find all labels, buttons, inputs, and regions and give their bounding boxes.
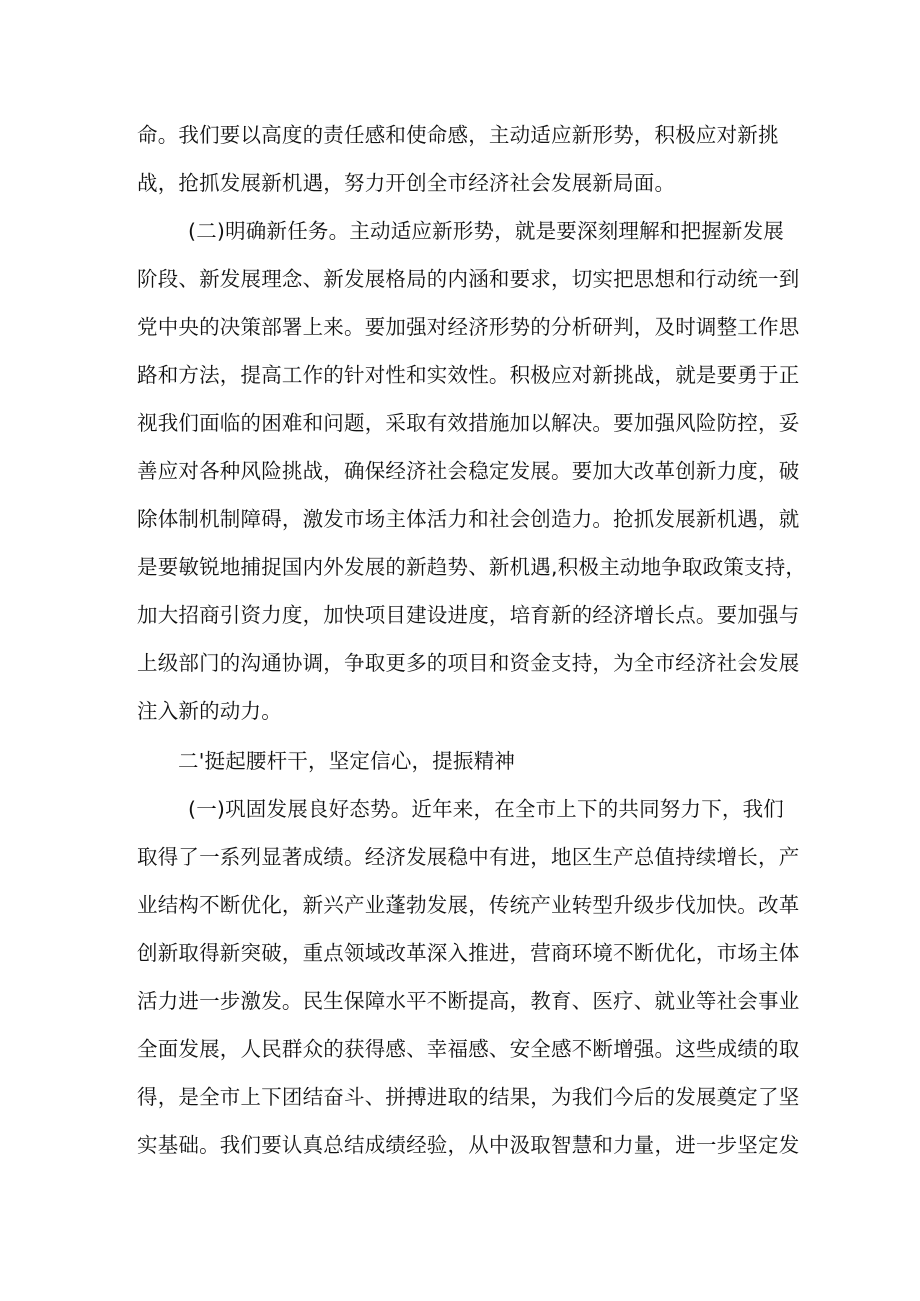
text-line-8: 善应对各种风险挑战，确保经济社会稳定发展。要加大改革创新力度，破 — [137, 459, 800, 483]
text-line-7: 视我们面临的困难和问题，采取有效措施加以解决。要加强风险防控，妥 — [137, 411, 800, 435]
text-line-17: 业结构不断优化，新兴产业蓬勃发展，传统产业转型升级步伐加快。改革 — [137, 893, 800, 917]
text-line-15: (一)巩固发展良好态势。近年来，在全市上下的共同努力下，我们 — [188, 797, 784, 821]
text-line-5: 党中央的决策部署上来。要加强对经济形势的分析研判，及时调整工作思 — [137, 315, 800, 339]
text-line-21: 得，是全市上下团结奋斗、拼搏进取的结果，为我们今后的发展奠定了坚 — [137, 1085, 800, 1109]
text-line-18: 创新取得新突破，重点领域改革深入推进，营商环境不断优化，市场主体 — [137, 941, 800, 965]
text-line-6: 路和方法，提高工作的针对性和实效性。积极应对新挑战，就是要勇于正 — [137, 363, 800, 387]
text-line-4: 阶段、新发展理念、新发展格局的内涵和要求，切实把思想和行动统一到 — [137, 267, 800, 291]
text-line-11: 加大招商引资力度，加快项目建设进度，培育新的经济增长点。要加强与 — [137, 603, 800, 627]
text-line-9: 除体制机制障碍，激发市场主体活力和社会创造力。抢抓发展新机遇，就 — [137, 507, 800, 531]
text-line-3: (二)明确新任务。主动适应新形势，就是要深刻理解和把握新发展 — [188, 219, 784, 243]
text-line-10: 是要敏锐地捕捉国内外发展的新趋势、新机遇,积极主动地争取政策支持， — [137, 555, 807, 579]
text-line-19: 活力进一步激发。民生保障水平不断提高，教育、医疗、就业等社会事业 — [137, 989, 800, 1013]
section-heading: 二'挺起腰杆干，坚定信心，提振精神 — [178, 749, 516, 773]
text-line-2: 战，抢抓发展新机遇，努力开创全市经济社会发展新局面。 — [137, 171, 676, 195]
text-line-16: 取得了一系列显著成绩。经济发展稳中有进，地区生产总值持续增长，产 — [137, 845, 800, 869]
text-line-1: 命。我们要以高度的责任感和使命感，主动适应新形势，积极应对新挑 — [137, 123, 779, 147]
text-line-22: 实基础。我们要认真总结成绩经验，从中汲取智慧和力量，进一步坚定发 — [137, 1133, 800, 1157]
text-line-20: 全面发展，人民群众的获得感、幸福感、安全感不断增强。这些成绩的取 — [137, 1037, 800, 1061]
text-line-13: 注入新的动力。 — [137, 699, 282, 723]
text-line-12: 上级部门的沟通协调，争取更多的项目和资金支持，为全市经济社会发展 — [137, 651, 800, 675]
